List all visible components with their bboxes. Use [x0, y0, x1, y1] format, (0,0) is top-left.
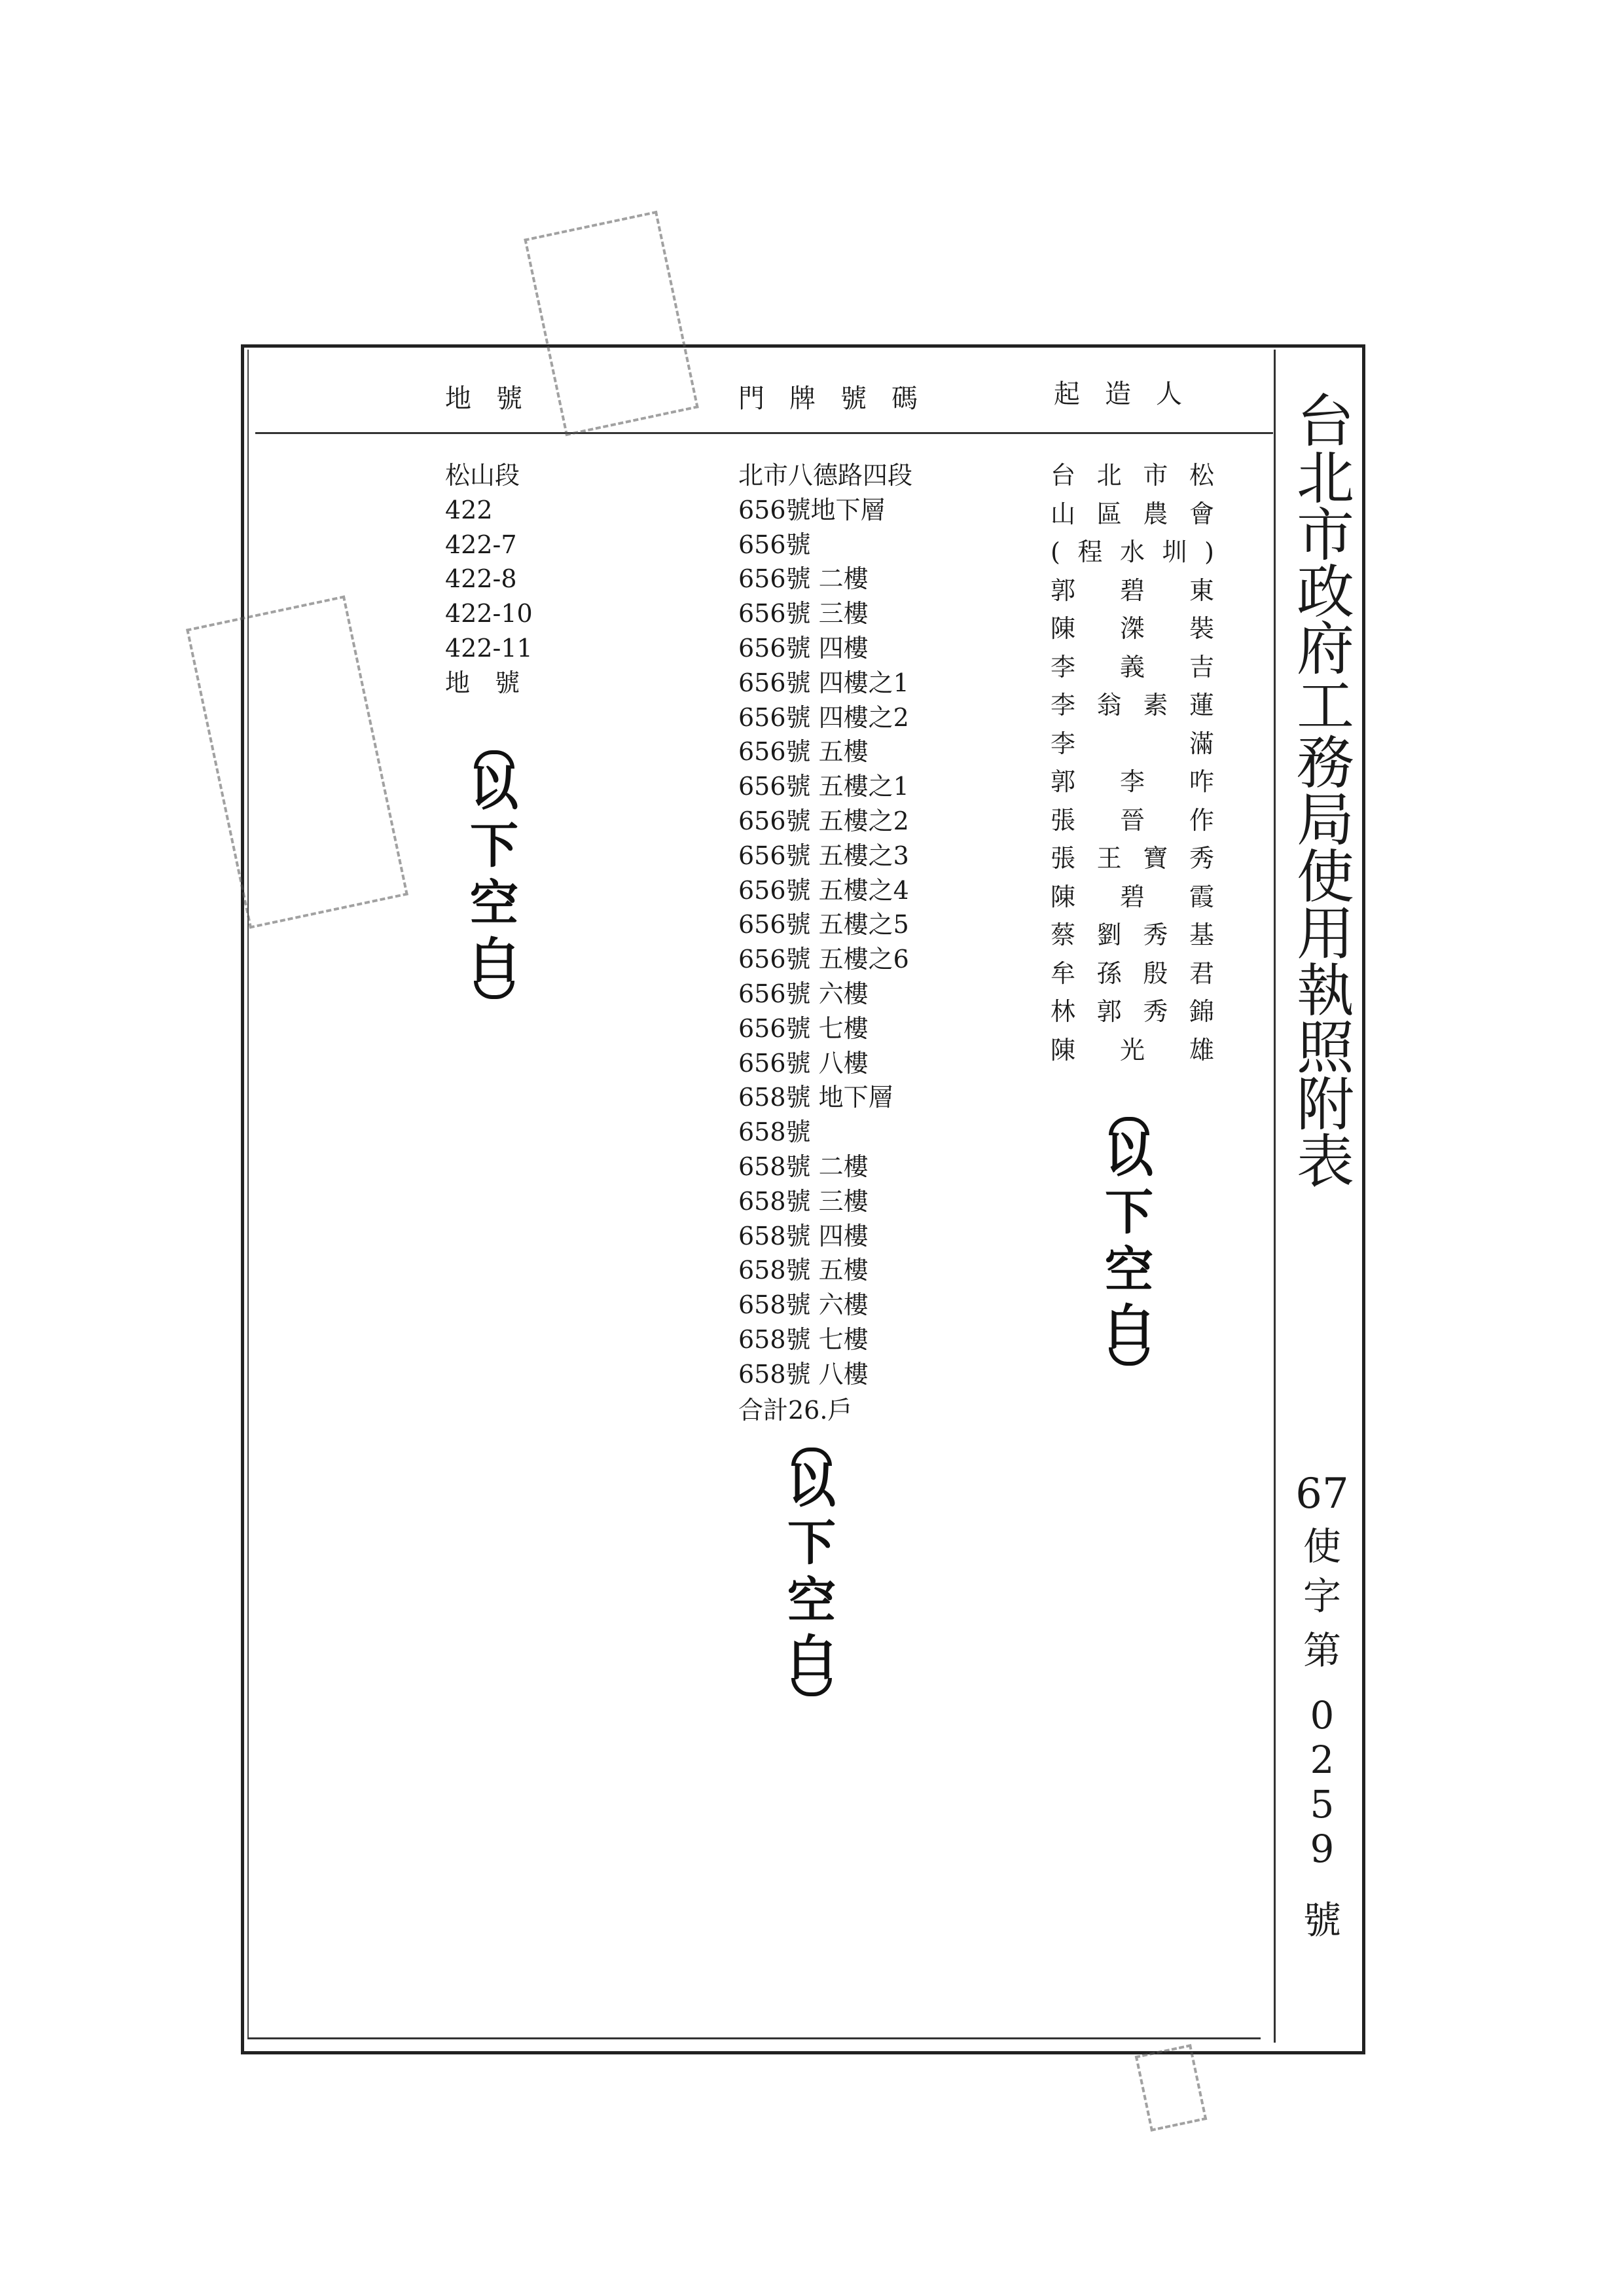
blank-mark-char: 白 — [1105, 1300, 1153, 1356]
address-item: 656號 四樓之1 — [738, 668, 909, 697]
header-owner: 起造人 — [1054, 379, 1207, 409]
blank-mark-char: 以 — [470, 760, 518, 816]
blank-mark — [782, 1444, 841, 1700]
lot-item: 422-7 — [445, 530, 517, 559]
document-title: 台 北 市 政 府 工 務 局 使 用 執 照 附 表 — [1296, 388, 1354, 1195]
address-item: 658號 五樓 — [738, 1256, 869, 1285]
seal-stamp — [1135, 2044, 1208, 2132]
address-item: 656號 四樓 — [738, 633, 869, 663]
address-item: 658號 地下層 — [738, 1083, 893, 1112]
title-divider — [1274, 350, 1276, 2043]
blank-mark-char: 白 — [787, 1630, 836, 1686]
address-item: 656號 七樓 — [738, 1013, 869, 1043]
lot-item: 422 — [445, 495, 493, 524]
owner-row: 山 區 農 會 — [1051, 499, 1214, 528]
blank-mark-char: 以 — [787, 1457, 836, 1514]
lot-list — [445, 458, 563, 701]
owner-row: 李 義 吉 — [1051, 652, 1214, 682]
owner-row: 牟 孫 殷 君 — [1051, 958, 1214, 988]
lot-item: 地 號 — [445, 668, 520, 697]
address-item: 658號 七樓 — [738, 1324, 869, 1354]
blank-mark-char: 下 — [470, 818, 518, 874]
frame-inner-line — [247, 350, 249, 2039]
lot-item: 422-10 — [445, 599, 533, 629]
header-address: 門牌號碼 — [738, 384, 943, 414]
blank-mark-char: 白 — [470, 933, 518, 989]
owner-row: 張 晉 作 — [1051, 805, 1214, 835]
address-total: 合計26.戶 — [738, 1395, 853, 1425]
header-lot-number: 地號 — [445, 384, 547, 414]
address-item: 658號 三樓 — [738, 1186, 869, 1216]
blank-mark-char: 下 — [787, 1515, 836, 1571]
lot-item: 422-11 — [445, 633, 533, 663]
address-item: 656號 三樓 — [738, 599, 869, 629]
address-item: 656號 — [738, 530, 811, 559]
address-item: 658號 六樓 — [738, 1290, 869, 1320]
owner-row: 張 王 寶 秀 — [1051, 844, 1214, 873]
address-item: 658號 八樓 — [738, 1359, 869, 1389]
blank-mark-char: 以 — [1105, 1127, 1153, 1183]
owner-row: 李 滿 — [1051, 729, 1214, 758]
address-item: 658號 — [738, 1118, 811, 1147]
owner-row: ( 程 水 圳 ) — [1051, 538, 1214, 566]
owner-row: 台 北 市 松 — [1051, 461, 1214, 490]
owner-row: 蔡 劉 秀 基 — [1051, 920, 1214, 949]
blank-mark-char: 空 — [470, 875, 518, 932]
owner-row: 李 翁 素 蓮 — [1051, 691, 1214, 720]
address-item: 656號 五樓之5 — [738, 910, 909, 939]
blank-mark — [1100, 1113, 1159, 1370]
address-item: 656號 五樓之1 — [738, 772, 909, 801]
owner-row: 陳 滐 裝 — [1051, 614, 1214, 643]
frame-inner-line — [247, 2037, 1261, 2039]
blank-mark-char: 空 — [787, 1573, 836, 1629]
address-item: 656號 八樓 — [738, 1048, 869, 1078]
lot-item: 松山段 — [445, 461, 520, 490]
address-item: 656號 五樓之2 — [738, 806, 909, 835]
blank-mark-char: 下 — [1105, 1184, 1153, 1241]
address-item: 656號 五樓之4 — [738, 875, 909, 905]
owner-row: 林 郭 秀 錦 — [1051, 997, 1214, 1026]
address-item: 656號 五樓 — [738, 737, 869, 767]
blank-mark-char: 空 — [1105, 1242, 1153, 1298]
address-item: 656號 五樓之3 — [738, 841, 909, 870]
blank-mark — [465, 746, 524, 1003]
address-list — [738, 458, 974, 1427]
lot-item: 422-8 — [445, 564, 517, 594]
owner-list — [1051, 456, 1221, 1069]
owner-row: 郭 李 咋 — [1051, 767, 1214, 796]
address-item: 656號 五樓之6 — [738, 945, 909, 974]
address-item: 658號 四樓 — [738, 1221, 869, 1250]
address-item: 北市八德路四段 — [738, 461, 913, 490]
header-rule — [255, 432, 1273, 434]
address-item: 656號 二樓 — [738, 564, 869, 594]
address-item: 658號 二樓 — [738, 1152, 869, 1181]
permit-number: 67 使 字 第 0 2 5 9 號 — [1295, 1470, 1349, 1942]
address-item: 656號地下層 — [738, 495, 886, 524]
address-item: 656號 六樓 — [738, 979, 869, 1008]
owner-row: 陳 光 雄 — [1051, 1035, 1214, 1065]
owner-row: 陳 碧 霞 — [1051, 882, 1214, 911]
owner-row: 郭 碧 東 — [1051, 575, 1214, 605]
address-item: 656號 四樓之2 — [738, 702, 909, 732]
